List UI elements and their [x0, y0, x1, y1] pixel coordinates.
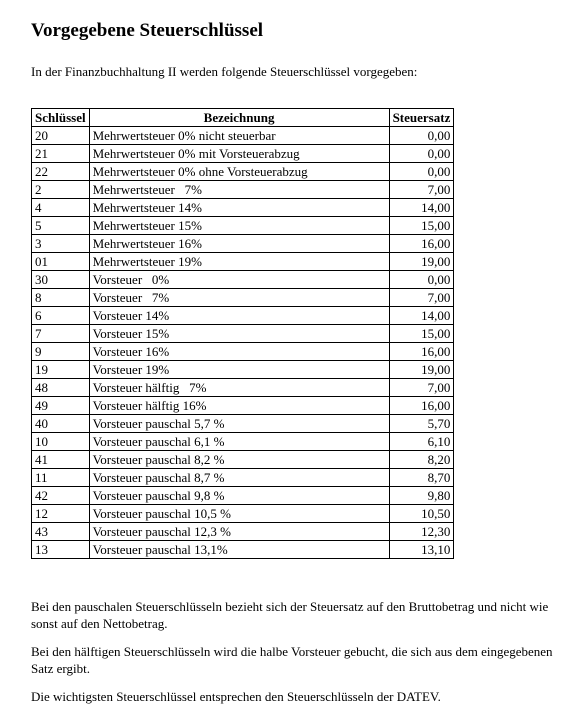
table-row	[32, 541, 454, 559]
cell-rate: 15,00	[389, 217, 454, 235]
table-row	[32, 415, 454, 433]
cell-key: 11	[32, 469, 90, 487]
table-row	[32, 217, 454, 235]
cell-key: 43	[32, 523, 90, 541]
table-row	[32, 271, 454, 289]
cell-key: 40	[32, 415, 90, 433]
cell-rate: 13,10	[389, 541, 454, 559]
cell-rate: 7,00	[389, 289, 454, 307]
cell-key: 21	[32, 145, 90, 163]
note-pauschal: Bei den pauschalen Steuerschlüsseln bezieht sich der Steuersatz auf den Bruttobetrag und nicht wie sonst auf den Nettobetrag.	[31, 599, 549, 631]
table-row	[32, 487, 454, 505]
cell-description: Mehrwertsteuer 0% mit Vorsteuerabzug	[89, 145, 389, 163]
cell-description: Vorsteuer hälftig 16%	[89, 397, 389, 415]
cell-description: Vorsteuer pauschal 5,7 %	[89, 415, 389, 433]
table-row	[32, 343, 454, 361]
table-row	[32, 451, 454, 469]
cell-key: 2	[32, 181, 90, 199]
cell-rate: 9,80	[389, 487, 454, 505]
cell-description: Mehrwertsteuer 15%	[89, 217, 389, 235]
cell-description: Mehrwertsteuer 0% nicht steuerbar	[89, 127, 389, 145]
table-row	[32, 253, 454, 271]
cell-rate: 6,10	[389, 433, 454, 451]
cell-key: 42	[32, 487, 90, 505]
cell-key: 12	[32, 505, 90, 523]
cell-key: 20	[32, 127, 90, 145]
table-row	[32, 181, 454, 199]
cell-description: Vorsteuer pauschal 6,1 %	[89, 433, 389, 451]
cell-description: Vorsteuer pauschal 8,2 %	[89, 451, 389, 469]
column-header-description: Bezeichnung	[89, 109, 389, 127]
cell-rate: 0,00	[389, 145, 454, 163]
note-datev: Die wichtigsten Steuerschlüssel entsprechen den Steuerschlüsseln der DATEV.	[31, 689, 441, 704]
cell-key: 41	[32, 451, 90, 469]
table-row	[32, 523, 454, 541]
cell-description: Vorsteuer 19%	[89, 361, 389, 379]
cell-description: Vorsteuer pauschal 12,3 %	[89, 523, 389, 541]
cell-rate: 0,00	[389, 271, 454, 289]
table-row	[32, 379, 454, 397]
cell-key: 48	[32, 379, 90, 397]
table-body	[32, 127, 454, 559]
cell-rate: 7,00	[389, 181, 454, 199]
cell-rate: 16,00	[389, 397, 454, 415]
cell-rate: 15,00	[389, 325, 454, 343]
cell-key: 3	[32, 235, 90, 253]
cell-key: 19	[32, 361, 90, 379]
cell-rate: 8,20	[389, 451, 454, 469]
cell-rate: 8,70	[389, 469, 454, 487]
cell-key: 8	[32, 289, 90, 307]
cell-description: Mehrwertsteuer 14%	[89, 199, 389, 217]
cell-rate: 5,70	[389, 415, 454, 433]
table-row	[32, 433, 454, 451]
cell-description: Vorsteuer 14%	[89, 307, 389, 325]
tax-key-table	[31, 108, 454, 559]
table-row	[32, 145, 454, 163]
table-row	[32, 361, 454, 379]
table-row	[32, 199, 454, 217]
table-row	[32, 325, 454, 343]
cell-key: 30	[32, 271, 90, 289]
cell-description: Vorsteuer pauschal 8,7 %	[89, 469, 389, 487]
cell-description: Vorsteuer pauschal 9,8 %	[89, 487, 389, 505]
cell-rate: 10,50	[389, 505, 454, 523]
cell-description: Vorsteuer 7%	[89, 289, 389, 307]
cell-rate: 14,00	[389, 199, 454, 217]
table-header-row	[32, 109, 454, 127]
cell-key: 6	[32, 307, 90, 325]
cell-key: 49	[32, 397, 90, 415]
cell-rate: 16,00	[389, 235, 454, 253]
column-header-rate: Steuersatz	[389, 109, 454, 127]
cell-key: 7	[32, 325, 90, 343]
cell-description: Vorsteuer 15%	[89, 325, 389, 343]
cell-description: Mehrwertsteuer 7%	[89, 181, 389, 199]
cell-description: Mehrwertsteuer 19%	[89, 253, 389, 271]
table-row	[32, 505, 454, 523]
cell-description: Mehrwertsteuer 16%	[89, 235, 389, 253]
table-row	[32, 307, 454, 325]
cell-key: 22	[32, 163, 90, 181]
intro-text: In der Finanzbuchhaltung II werden folgende Steuerschlüssel vorgegeben:	[31, 64, 418, 79]
cell-description: Vorsteuer 0%	[89, 271, 389, 289]
cell-key: 10	[32, 433, 90, 451]
cell-key: 5	[32, 217, 90, 235]
cell-description: Vorsteuer 16%	[89, 343, 389, 361]
cell-rate: 14,00	[389, 307, 454, 325]
cell-key: 13	[32, 541, 90, 559]
cell-description: Vorsteuer pauschal 13,1%	[89, 541, 389, 559]
cell-rate: 0,00	[389, 163, 454, 181]
table-row	[32, 397, 454, 415]
cell-description: Vorsteuer hälftig 7%	[89, 379, 389, 397]
cell-key: 01	[32, 253, 90, 271]
column-header-key: Schlüssel	[32, 109, 90, 127]
cell-rate: 19,00	[389, 361, 454, 379]
cell-rate: 19,00	[389, 253, 454, 271]
cell-description: Vorsteuer pauschal 10,5 %	[89, 505, 389, 523]
table-row	[32, 289, 454, 307]
cell-rate: 16,00	[389, 343, 454, 361]
cell-rate: 12,30	[389, 523, 454, 541]
cell-key: 9	[32, 343, 90, 361]
cell-rate: 0,00	[389, 127, 454, 145]
cell-rate: 7,00	[389, 379, 454, 397]
page-title: Vorgegebene Steuerschlüssel	[31, 20, 264, 41]
table-row	[32, 127, 454, 145]
note-haelftig: Bei den hälftigen Steuerschlüsseln wird die halbe Vorsteuer gebucht, die sich aus dem eingegebenen Satz ergibt.	[31, 644, 553, 676]
table-row	[32, 163, 454, 181]
table-row	[32, 235, 454, 253]
table-row	[32, 469, 454, 487]
cell-key: 4	[32, 199, 90, 217]
cell-description: Mehrwertsteuer 0% ohne Vorsteuerabzug	[89, 163, 389, 181]
